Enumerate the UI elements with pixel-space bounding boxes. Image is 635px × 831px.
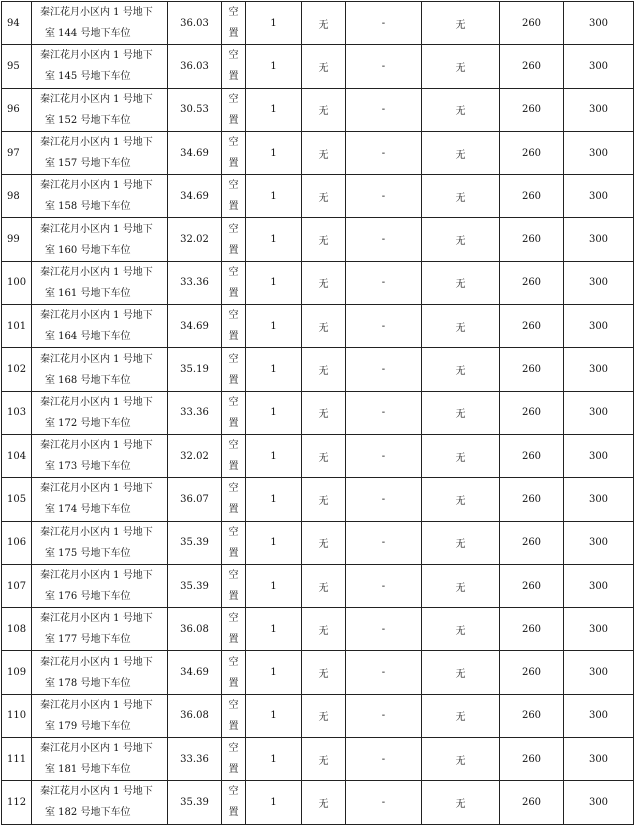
row-number: 98: [2, 175, 32, 218]
usage-status-char-2: 置: [228, 28, 239, 40]
count-value: 1: [246, 218, 302, 261]
usage-status-char-2: 置: [228, 807, 239, 819]
table-body: [2, 2, 634, 825]
table-row: [2, 781, 634, 824]
row-number: 110: [2, 694, 32, 737]
field-value-1: 无: [302, 88, 346, 131]
location-line-2: 室 157 号地下车位: [45, 158, 131, 170]
parking-location: [32, 434, 168, 477]
usage-status: [222, 434, 246, 477]
area-value: 36.07: [168, 478, 222, 521]
price-value-1: 260: [500, 521, 564, 564]
location-line-2: 室 145 号地下车位: [45, 71, 131, 83]
field-value-3: 无: [422, 781, 500, 824]
price-value-2: 300: [564, 478, 634, 521]
usage-status: [222, 175, 246, 218]
table-row: [2, 694, 634, 737]
location-line-1: 秦江花月小区内 1 号地下: [40, 570, 153, 581]
location-line-1: 秦江花月小区内 1 号地下: [40, 180, 153, 192]
usage-status-char-2: 置: [228, 114, 239, 126]
usage-status-char-1: 空: [228, 656, 239, 668]
price-value-1: 260: [500, 651, 564, 694]
price-value-1: 260: [500, 2, 564, 45]
usage-status: [222, 651, 246, 694]
row-number: 108: [2, 608, 32, 651]
usage-status: [222, 45, 246, 88]
parking-location: [32, 348, 168, 391]
price-value-2: 300: [564, 305, 634, 348]
field-value-2: -: [346, 521, 422, 564]
usage-status-char-2: 置: [228, 504, 239, 516]
row-number: 100: [2, 261, 32, 304]
price-value-2: 300: [564, 608, 634, 651]
usage-status: [222, 391, 246, 434]
area-value: 36.03: [168, 2, 222, 45]
price-value-2: 300: [564, 261, 634, 304]
usage-status: [222, 348, 246, 391]
parking-location: [32, 218, 168, 261]
location-line-2: 室 179 号地下车位: [45, 720, 131, 732]
field-value-1: 无: [302, 694, 346, 737]
price-value-1: 260: [500, 738, 564, 781]
parking-location: [32, 781, 168, 824]
row-number: 112: [2, 781, 32, 824]
row-number: 106: [2, 521, 32, 564]
count-value: 1: [246, 781, 302, 824]
field-value-1: 无: [302, 478, 346, 521]
usage-status-char-1: 空: [228, 310, 239, 322]
field-value-2: -: [346, 175, 422, 218]
field-value-2: -: [346, 131, 422, 174]
usage-status: [222, 88, 246, 131]
usage-status-char-1: 空: [228, 570, 239, 581]
field-value-1: 无: [302, 131, 346, 174]
usage-status-char-1: 空: [228, 50, 239, 62]
count-value: 1: [246, 131, 302, 174]
location-line-2: 室 158 号地下车位: [45, 201, 131, 213]
field-value-3: 无: [422, 348, 500, 391]
field-value-1: 无: [302, 261, 346, 304]
field-value-2: -: [346, 88, 422, 131]
location-line-1: 秦江花月小区内 1 号地下: [40, 223, 153, 235]
usage-status: [222, 218, 246, 261]
table-row: [2, 521, 634, 564]
row-number: 103: [2, 391, 32, 434]
row-number: 99: [2, 218, 32, 261]
field-value-1: 无: [302, 608, 346, 651]
table-row: [2, 45, 634, 88]
table-row: [2, 88, 634, 131]
parking-location: [32, 478, 168, 521]
price-value-2: 300: [564, 694, 634, 737]
usage-status: [222, 608, 246, 651]
price-value-1: 260: [500, 131, 564, 174]
price-value-1: 260: [500, 694, 564, 737]
usage-status-char-1: 空: [228, 526, 239, 538]
location-line-1: 秦江花月小区内 1 号地下: [40, 483, 153, 495]
field-value-2: -: [346, 694, 422, 737]
field-value-3: 无: [422, 45, 500, 88]
count-value: 1: [246, 261, 302, 304]
count-value: 1: [246, 694, 302, 737]
price-value-1: 260: [500, 305, 564, 348]
location-line-1: 秦江花月小区内 1 号地下: [40, 440, 153, 452]
location-line-2: 室 168 号地下车位: [45, 374, 131, 386]
location-line-1: 秦江花月小区内 1 号地下: [40, 137, 153, 149]
parking-location: [32, 261, 168, 304]
count-value: 1: [246, 738, 302, 781]
area-value: 35.39: [168, 781, 222, 824]
area-value: 35.39: [168, 564, 222, 607]
usage-status-char-1: 空: [228, 266, 239, 278]
row-number: 96: [2, 88, 32, 131]
location-line-1: 秦江花月小区内 1 号地下: [40, 613, 153, 625]
field-value-1: 无: [302, 175, 346, 218]
location-line-1: 秦江花月小区内 1 号地下: [40, 353, 153, 365]
row-number: 111: [2, 738, 32, 781]
count-value: 1: [246, 564, 302, 607]
field-value-2: -: [346, 218, 422, 261]
usage-status-char-1: 空: [228, 137, 239, 149]
price-value-2: 300: [564, 564, 634, 607]
location-line-1: 秦江花月小区内 1 号地下: [40, 93, 153, 105]
location-line-2: 室 173 号地下车位: [45, 461, 131, 473]
area-value: 35.19: [168, 348, 222, 391]
usage-status: [222, 478, 246, 521]
usage-status-char-2: 置: [228, 677, 239, 689]
table-row: [2, 738, 634, 781]
count-value: 1: [246, 45, 302, 88]
usage-status-char-2: 置: [228, 547, 239, 559]
location-line-1: 秦江花月小区内 1 号地下: [40, 743, 153, 755]
row-number: 102: [2, 348, 32, 391]
usage-status-char-2: 置: [228, 417, 239, 429]
parking-location: [32, 521, 168, 564]
field-value-3: 无: [422, 694, 500, 737]
area-value: 36.03: [168, 45, 222, 88]
table-row: [2, 175, 634, 218]
area-value: 36.08: [168, 694, 222, 737]
location-line-2: 室 161 号地下车位: [45, 287, 131, 299]
usage-status-char-2: 置: [228, 287, 239, 299]
parking-location: [32, 651, 168, 694]
usage-status: [222, 2, 246, 45]
location-line-2: 室 172 号地下车位: [45, 417, 131, 429]
parking-location: [32, 305, 168, 348]
field-value-1: 无: [302, 305, 346, 348]
table-row: [2, 348, 634, 391]
field-value-1: 无: [302, 651, 346, 694]
usage-status-char-1: 空: [228, 180, 239, 192]
price-value-1: 260: [500, 175, 564, 218]
usage-status-char-2: 置: [228, 331, 239, 343]
location-line-2: 室 160 号地下车位: [45, 244, 131, 256]
field-value-3: 无: [422, 2, 500, 45]
table-row: [2, 2, 634, 45]
price-value-2: 300: [564, 434, 634, 477]
usage-status-char-2: 置: [228, 764, 239, 776]
price-value-2: 300: [564, 781, 634, 824]
area-value: 33.36: [168, 391, 222, 434]
field-value-1: 无: [302, 564, 346, 607]
price-value-2: 300: [564, 521, 634, 564]
usage-status-char-2: 置: [228, 71, 239, 83]
field-value-3: 无: [422, 738, 500, 781]
field-value-2: -: [346, 781, 422, 824]
usage-status-char-1: 空: [228, 699, 239, 711]
field-value-3: 无: [422, 434, 500, 477]
table-row: [2, 564, 634, 607]
row-number: 97: [2, 131, 32, 174]
usage-status: [222, 521, 246, 564]
usage-status-char-1: 空: [228, 786, 239, 798]
area-value: 34.69: [168, 305, 222, 348]
usage-status: [222, 305, 246, 348]
row-number: 107: [2, 564, 32, 607]
table-row: [2, 478, 634, 521]
field-value-2: -: [346, 305, 422, 348]
field-value-3: 无: [422, 608, 500, 651]
price-value-1: 260: [500, 218, 564, 261]
field-value-2: -: [346, 608, 422, 651]
field-value-2: -: [346, 2, 422, 45]
location-line-1: 秦江花月小区内 1 号地下: [40, 786, 153, 798]
price-value-1: 260: [500, 781, 564, 824]
usage-status-char-2: 置: [228, 158, 239, 170]
count-value: 1: [246, 391, 302, 434]
count-value: 1: [246, 2, 302, 45]
location-line-2: 室 174 号地下车位: [45, 504, 131, 516]
usage-status: [222, 738, 246, 781]
usage-status-char-2: 置: [228, 634, 239, 646]
price-value-2: 300: [564, 45, 634, 88]
parking-location: [32, 391, 168, 434]
field-value-3: 无: [422, 391, 500, 434]
usage-status-char-1: 空: [228, 483, 239, 495]
usage-status-char-2: 置: [228, 591, 239, 602]
table-row: [2, 305, 634, 348]
price-value-1: 260: [500, 348, 564, 391]
price-value-1: 260: [500, 391, 564, 434]
table-row: [2, 651, 634, 694]
price-value-2: 300: [564, 218, 634, 261]
parking-location: [32, 131, 168, 174]
area-value: 33.36: [168, 738, 222, 781]
area-value: 33.36: [168, 261, 222, 304]
field-value-1: 无: [302, 738, 346, 781]
count-value: 1: [246, 478, 302, 521]
field-value-3: 无: [422, 261, 500, 304]
field-value-2: -: [346, 738, 422, 781]
usage-status-char-2: 置: [228, 720, 239, 732]
field-value-2: -: [346, 45, 422, 88]
price-value-2: 300: [564, 391, 634, 434]
area-value: 32.02: [168, 218, 222, 261]
table-row: [2, 131, 634, 174]
parking-location: [32, 694, 168, 737]
location-line-2: 室 152 号地下车位: [45, 114, 131, 126]
field-value-3: 无: [422, 521, 500, 564]
row-number: 105: [2, 478, 32, 521]
field-value-1: 无: [302, 45, 346, 88]
field-value-3: 无: [422, 131, 500, 174]
area-value: 34.69: [168, 651, 222, 694]
area-value: 34.69: [168, 131, 222, 174]
count-value: 1: [246, 348, 302, 391]
location-line-2: 室 177 号地下车位: [45, 634, 131, 646]
row-number: 101: [2, 305, 32, 348]
location-line-2: 室 181 号地下车位: [45, 764, 131, 776]
usage-status-char-1: 空: [228, 613, 239, 625]
location-line-1: 秦江花月小区内 1 号地下: [40, 656, 153, 668]
row-number: 95: [2, 45, 32, 88]
field-value-1: 无: [302, 348, 346, 391]
field-value-1: 无: [302, 218, 346, 261]
usage-status-char-1: 空: [228, 353, 239, 365]
usage-status: [222, 781, 246, 824]
count-value: 1: [246, 608, 302, 651]
location-line-2: 室 182 号地下车位: [45, 807, 131, 819]
field-value-1: 无: [302, 2, 346, 45]
price-value-1: 260: [500, 88, 564, 131]
location-line-2: 室 176 号地下车位: [45, 591, 131, 602]
location-line-1: 秦江花月小区内 1 号地下: [40, 310, 153, 322]
field-value-2: -: [346, 651, 422, 694]
usage-status-char-2: 置: [228, 201, 239, 213]
usage-status-char-1: 空: [228, 93, 239, 105]
table-row: [2, 261, 634, 304]
table-row: [2, 434, 634, 477]
parking-location: [32, 175, 168, 218]
count-value: 1: [246, 175, 302, 218]
table-row: [2, 218, 634, 261]
usage-status-char-2: 置: [228, 461, 239, 473]
price-value-2: 300: [564, 738, 634, 781]
area-value: 35.39: [168, 521, 222, 564]
field-value-3: 无: [422, 175, 500, 218]
field-value-1: 无: [302, 434, 346, 477]
price-value-2: 300: [564, 2, 634, 45]
usage-status-char-2: 置: [228, 244, 239, 256]
usage-status-char-2: 置: [228, 374, 239, 386]
usage-status-char-1: 空: [228, 440, 239, 452]
field-value-1: 无: [302, 781, 346, 824]
price-value-1: 260: [500, 564, 564, 607]
location-line-2: 室 175 号地下车位: [45, 547, 131, 559]
location-line-2: 室 178 号地下车位: [45, 677, 131, 689]
usage-status: [222, 261, 246, 304]
field-value-3: 无: [422, 218, 500, 261]
price-value-1: 260: [500, 608, 564, 651]
price-value-2: 300: [564, 175, 634, 218]
row-number: 109: [2, 651, 32, 694]
table-row: [2, 608, 634, 651]
usage-status: [222, 564, 246, 607]
location-line-2: 室 164 号地下车位: [45, 331, 131, 343]
price-value-2: 300: [564, 348, 634, 391]
field-value-3: 无: [422, 88, 500, 131]
area-value: 34.69: [168, 175, 222, 218]
usage-status-char-1: 空: [228, 743, 239, 755]
field-value-2: -: [346, 434, 422, 477]
field-value-3: 无: [422, 305, 500, 348]
parking-location: [32, 738, 168, 781]
usage-status-char-1: 空: [228, 7, 239, 19]
usage-status: [222, 694, 246, 737]
location-line-1: 秦江花月小区内 1 号地下: [40, 50, 153, 62]
area-value: 36.08: [168, 608, 222, 651]
price-value-1: 260: [500, 434, 564, 477]
count-value: 1: [246, 521, 302, 564]
price-value-1: 260: [500, 478, 564, 521]
field-value-3: 无: [422, 564, 500, 607]
field-value-2: -: [346, 261, 422, 304]
price-value-2: 300: [564, 651, 634, 694]
field-value-2: -: [346, 391, 422, 434]
field-value-2: -: [346, 478, 422, 521]
usage-status-char-1: 空: [228, 396, 239, 408]
count-value: 1: [246, 305, 302, 348]
parking-space-table: [1, 1, 634, 825]
area-value: 32.02: [168, 434, 222, 477]
count-value: 1: [246, 88, 302, 131]
field-value-1: 无: [302, 391, 346, 434]
location-line-2: 室 144 号地下车位: [45, 28, 131, 40]
count-value: 1: [246, 651, 302, 694]
count-value: 1: [246, 434, 302, 477]
field-value-2: -: [346, 348, 422, 391]
field-value-3: 无: [422, 651, 500, 694]
usage-status: [222, 131, 246, 174]
parking-location: [32, 2, 168, 45]
row-number: 104: [2, 434, 32, 477]
parking-location: [32, 608, 168, 651]
parking-location: [32, 564, 168, 607]
field-value-3: 无: [422, 478, 500, 521]
price-value-2: 300: [564, 131, 634, 174]
area-value: 30.53: [168, 88, 222, 131]
location-line-1: 秦江花月小区内 1 号地下: [40, 7, 153, 19]
table-row: [2, 391, 634, 434]
location-line-1: 秦江花月小区内 1 号地下: [40, 699, 153, 711]
price-value-1: 260: [500, 261, 564, 304]
location-line-1: 秦江花月小区内 1 号地下: [40, 396, 153, 408]
field-value-1: 无: [302, 521, 346, 564]
parking-location: [32, 88, 168, 131]
location-line-1: 秦江花月小区内 1 号地下: [40, 526, 153, 538]
price-value-2: 300: [564, 88, 634, 131]
location-line-1: 秦江花月小区内 1 号地下: [40, 266, 153, 278]
field-value-2: -: [346, 564, 422, 607]
price-value-1: 260: [500, 45, 564, 88]
row-number: 94: [2, 2, 32, 45]
usage-status-char-1: 空: [228, 223, 239, 235]
parking-location: [32, 45, 168, 88]
